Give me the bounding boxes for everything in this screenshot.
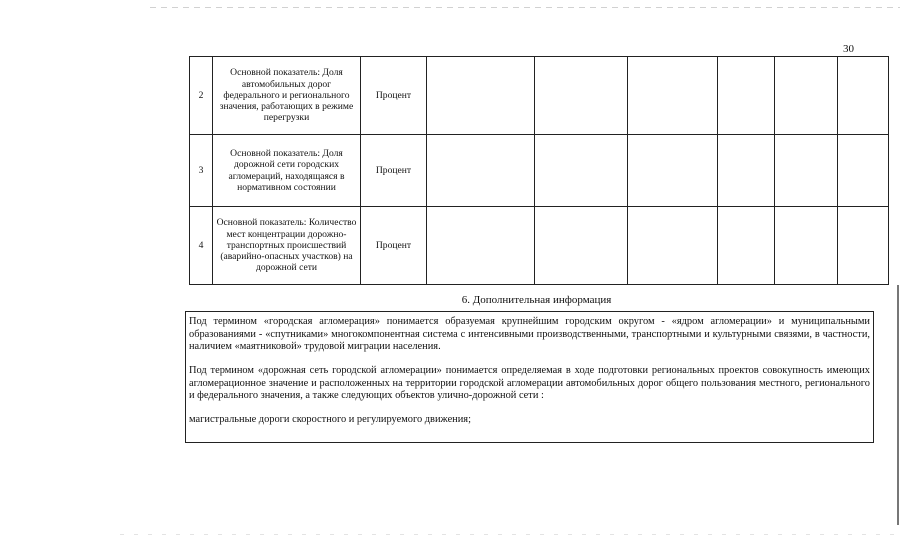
value-cell bbox=[718, 57, 775, 135]
row-number: 3 bbox=[190, 135, 213, 207]
unit-cell: Процент bbox=[361, 207, 427, 285]
value-cell bbox=[718, 135, 775, 207]
value-cell bbox=[628, 135, 718, 207]
value-cell bbox=[427, 135, 535, 207]
scan-artifact-top bbox=[150, 7, 900, 8]
info-paragraph: Под термином «городская агломерация» понимается образуемая крупнейшим городским округом - «ядром агломерации» и муниципальными образованиями - «спутниками» многокомпонентная система с интенсивными производственными, транспортными и культурными связями, в частности, наличием «маятниковой» трудовой миграции населения. bbox=[189, 316, 870, 353]
scan-artifact-right bbox=[897, 285, 899, 525]
value-cell bbox=[427, 207, 535, 285]
indicator-name: Основной показатель: Количество мест концентрации дорожно-транспортных происшествий (аварийно-опасных участков) на дорожной сети bbox=[213, 207, 361, 285]
value-cell bbox=[838, 57, 889, 135]
info-paragraph: Под термином «дорожная сеть городской агломерации» понимается определяемая в ходе подготовки региональных проектов совокупность имеющих агломерационное значение и расположенных на территории городской агломерации автомобильных дорог общего пользования местного, регионального и федерального значения, а также следующих объектов улично-дорожной сети : bbox=[189, 365, 870, 402]
value-cell bbox=[775, 207, 838, 285]
value-cell bbox=[775, 135, 838, 207]
unit-cell: Процент bbox=[361, 57, 427, 135]
info-paragraph: магистральные дороги скоростного и регулируемого движения; bbox=[189, 414, 471, 426]
table-row bbox=[190, 57, 889, 135]
indicators-table bbox=[189, 56, 889, 285]
value-cell bbox=[718, 207, 775, 285]
value-cell bbox=[535, 135, 628, 207]
section-title: 6. Дополнительная информация bbox=[461, 294, 612, 306]
value-cell bbox=[838, 135, 889, 207]
row-number: 2 bbox=[190, 57, 213, 135]
value-cell bbox=[427, 57, 535, 135]
value-cell bbox=[535, 207, 628, 285]
value-cell bbox=[838, 207, 889, 285]
indicator-name: Основной показатель: Доля дорожной сети городских агломераций, находящаяся в нормативном состоянии bbox=[213, 135, 361, 207]
additional-info-box bbox=[185, 311, 874, 443]
indicator-name: Основной показатель: Доля автомобильных дорог федерального и регионального значения, работающих в режиме перегрузки bbox=[213, 57, 361, 135]
value-cell bbox=[628, 57, 718, 135]
page-number: 30 bbox=[843, 43, 854, 55]
value-cell bbox=[535, 57, 628, 135]
scan-artifact-bottom bbox=[120, 534, 900, 535]
value-cell bbox=[628, 207, 718, 285]
unit-cell: Процент bbox=[361, 135, 427, 207]
value-cell bbox=[775, 57, 838, 135]
table-row bbox=[190, 207, 889, 285]
row-number: 4 bbox=[190, 207, 213, 285]
table-row bbox=[190, 135, 889, 207]
